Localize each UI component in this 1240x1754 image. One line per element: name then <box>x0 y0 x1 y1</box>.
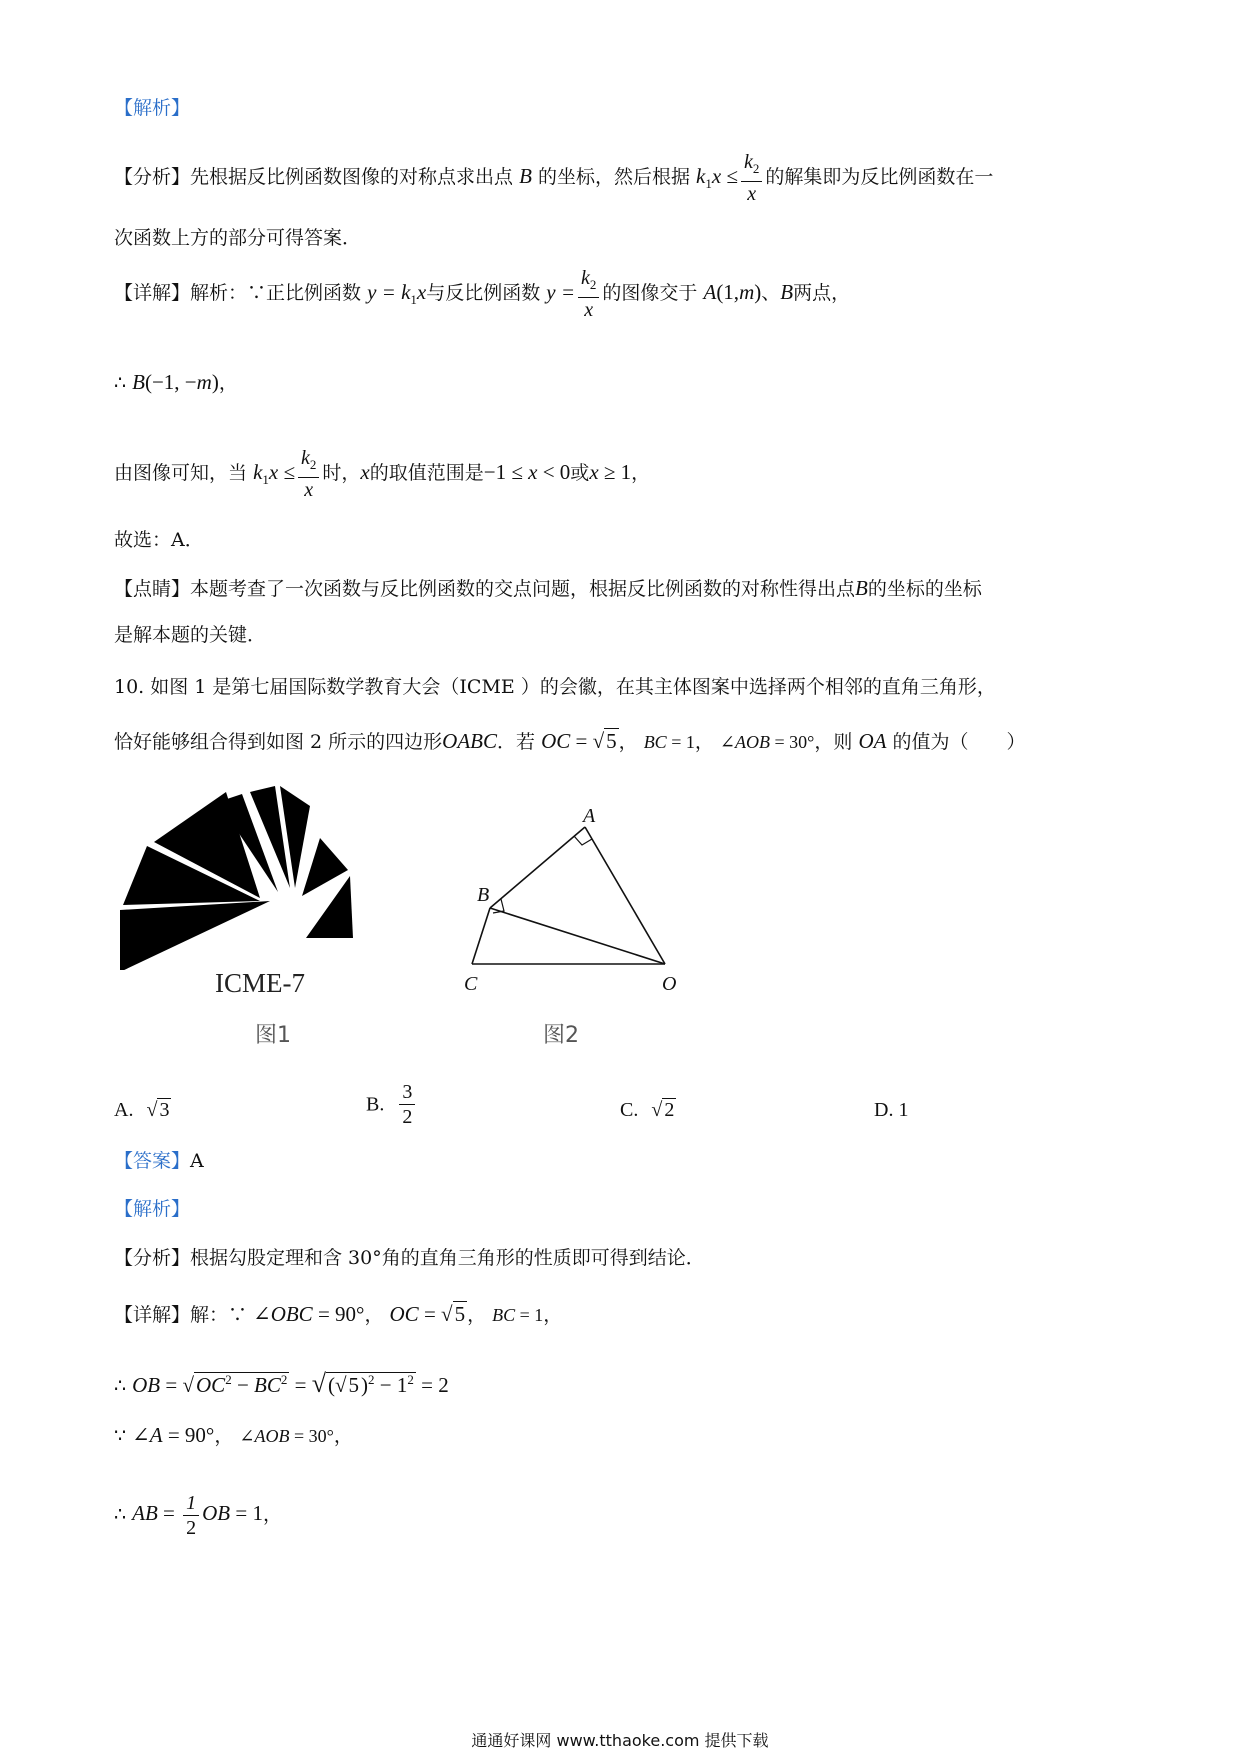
icme7-emblem-figure <box>110 780 400 970</box>
fenxi-tag-2: 【分析】 <box>114 1247 191 1269</box>
point-b-symbol-2: B <box>780 280 794 304</box>
dj-text-c: 是解本题的关键． <box>114 624 267 646</box>
oc-equals-sqrt5-2: OC = √5 <box>389 1302 466 1326</box>
range-line <box>114 446 650 502</box>
answer-value: A <box>190 1150 204 1172</box>
sep-1: ， <box>364 1304 384 1326</box>
option-a-sqrt3: √ 3 <box>146 1099 170 1121</box>
xiangjie-tag-2: 【详解】 <box>114 1304 191 1326</box>
angle-aob-30: ∠AOB = 30° <box>719 732 815 752</box>
jiexi-heading <box>114 93 190 123</box>
range-text-d: 或 <box>570 462 590 484</box>
because-symbol: ∵ <box>114 1425 127 1447</box>
range-interval-2: x ≥ 1 <box>589 460 632 484</box>
fraction-k2-over-x-3: $\frac{k_2}{x}$ <box>298 446 319 502</box>
therefore-b-line <box>114 367 238 398</box>
option-a-label: A. <box>114 1099 134 1121</box>
range-text-b: 时， <box>322 462 361 484</box>
fenxi-text-b: 的坐标，然后根据 <box>537 166 690 188</box>
q10-line-1 <box>114 672 996 702</box>
ab-half-ob-formula: AB = $\frac{1}{2}$ OB = 1 <box>132 1492 263 1539</box>
range-text-e: ， <box>631 462 651 484</box>
fenxi-line-s2 <box>114 1243 705 1273</box>
emblem-triangle-1 <box>120 901 270 970</box>
emblem-triangle-7 <box>302 838 348 896</box>
xiangjie-line-1 <box>114 266 850 322</box>
answer-tag: 【答案】 <box>114 1150 191 1172</box>
sep-3: ， <box>543 1304 563 1326</box>
fenxi-line-1 <box>114 150 993 206</box>
angle-aob-30-2: ∠AOB = 30° <box>239 1426 334 1446</box>
page-footer: 通通好课网 www.tthaoke.com 提供下载 <box>471 1731 769 1750</box>
dianjing-line-1 <box>114 573 982 604</box>
q10-text-2e: ，则 <box>814 731 853 753</box>
fraction-k2-over-x: $\frac{k_2}{x}$ <box>741 150 762 206</box>
segment-ba <box>490 827 585 908</box>
angle-obc-90: ∠OBC = 90° <box>253 1302 365 1326</box>
point-b-symbol-3: B <box>855 576 868 600</box>
angle-a-90: ∠A = 90° <box>132 1423 215 1447</box>
therefore-symbol-3: ∴ <box>114 1503 127 1526</box>
dianjing-tag: 【点睛】 <box>114 578 191 600</box>
var-x: x <box>360 460 370 484</box>
fraction-k2-over-x-2: $\frac{k_2}{x}$ <box>578 266 599 322</box>
segment-bo <box>490 908 665 964</box>
fenxi-line-2 <box>114 223 361 253</box>
option-b-label: B. <box>366 1093 385 1116</box>
xj-text-d: 、 <box>761 282 781 304</box>
q10-text-2b: ．若 <box>497 731 536 753</box>
comma: ， <box>218 372 238 394</box>
segment-ao <box>585 827 665 964</box>
inequality-k1x-2: $k_1x$ ≤ <box>253 460 295 488</box>
end-comma: ， <box>262 1503 282 1526</box>
figure-2-caption: 图2 <box>543 1023 579 1048</box>
option-b-three-halves: $\frac{3}{2}$ <box>399 1080 415 1129</box>
option-c-sqrt2: √ 2 <box>651 1099 675 1121</box>
q10-text-2c: ， <box>618 731 638 753</box>
right-angle-mark-a <box>574 836 592 845</box>
fenxi-text-a: 先根据反比例函数图像的对称点求出点 <box>190 166 514 188</box>
quadrilateral-oabc-figure <box>440 800 700 1000</box>
inequality-k1x: $k_1x$ ≤ <box>696 164 738 192</box>
guxuan-line <box>114 525 204 555</box>
oc-equals-sqrt5: OC = √5 <box>541 729 617 753</box>
point-a-coords: A(1,m) <box>703 280 762 304</box>
answer-line <box>114 1146 204 1176</box>
option-b <box>366 1080 418 1129</box>
xj-text-c: 的图像交于 <box>602 282 698 304</box>
q10-line-2 <box>114 726 1026 757</box>
fenxi-tag: 【分析】 <box>114 166 191 188</box>
xj-text-e: 两点， <box>793 282 851 304</box>
dj-text-a: 本题考查了一次函数与反比例函数的交点问题，根据反比例函数的对称性得出点 <box>190 578 856 600</box>
figure-1-caption: 图1 <box>255 1023 291 1048</box>
range-text-c: 的取值范围是 <box>369 462 484 484</box>
fenxi-text-d: 次函数上方的部分可得答案． <box>114 227 362 249</box>
xj-text-b: 与反比例函数 <box>426 282 541 304</box>
fenxi-text-s2: 根据勾股定理和含 30°角的直角三角形的性质即可得到结论． <box>190 1247 705 1269</box>
q10-text-1: 10. 如图 1 是第七届国际数学教育大会（ICME ）的会徽，在其主体图案中选择两个相邻的直角三角形， <box>114 676 996 698</box>
guxuan-text: 故选：A． <box>114 529 204 551</box>
label-point-b: B <box>477 884 490 906</box>
jiexi-tag: 【解析】 <box>114 97 191 119</box>
label-point-c: C <box>464 973 478 995</box>
q10-text-2a: 恰好能够组合得到如图 2 所示的四边形 <box>114 731 443 753</box>
xj-text-s2: 解：∵ <box>190 1304 248 1326</box>
option-d <box>874 1095 908 1125</box>
segment-bc <box>472 908 490 964</box>
sep-4: ， <box>214 1425 234 1447</box>
point-b-coords: B(−1, −m) <box>132 370 219 394</box>
jiexi-tag-2: 【解析】 <box>114 1198 191 1220</box>
angle-a-line <box>114 1420 353 1451</box>
oa-symbol: OA <box>858 729 887 753</box>
xiangjie-tag: 【详解】 <box>114 282 191 304</box>
xiangjie-line-s2 <box>114 1299 562 1330</box>
bc-equals-1-2: BC = 1 <box>492 1305 544 1325</box>
sep-5: ， <box>333 1425 353 1447</box>
ab-calc-line <box>114 1491 282 1540</box>
therefore-symbol-2: ∴ <box>114 1375 127 1397</box>
dianjing-line-2 <box>114 620 266 650</box>
sep-2: ， <box>467 1304 487 1326</box>
jiexi-heading-2 <box>114 1194 190 1224</box>
fenxi-text-c: 的解集即为反比例函数在一 <box>765 166 994 188</box>
label-point-o: O <box>662 973 677 995</box>
point-b-symbol: B <box>519 164 532 188</box>
option-a <box>114 1095 171 1125</box>
label-point-a: A <box>583 805 596 827</box>
option-c <box>620 1095 676 1125</box>
range-interval-1: −1 ≤ x < 0 <box>483 460 571 484</box>
xj-text-a: 解析：∵正比例函数 <box>190 282 362 304</box>
therefore-symbol: ∴ <box>114 372 127 394</box>
dj-text-b: 的坐标的坐标 <box>867 578 982 600</box>
ob-pythagoras-formula: OB = $√OC^2 - BC^2 = √(√5)^2 - 1^2 = 2$ <box>132 1369 449 1398</box>
quad-oabc: OABC <box>442 729 497 753</box>
formula-y-k1x: $y = k_1x$ <box>367 280 427 308</box>
bc-equals-1: BC = 1 <box>643 732 695 752</box>
icme7-label: ICME-7 <box>215 968 305 998</box>
option-c-label: C. <box>620 1099 639 1121</box>
ob-calc-line <box>114 1365 449 1401</box>
q10-text-2d: ， <box>694 731 714 753</box>
option-d-label: D. 1 <box>874 1099 909 1121</box>
range-text-a: 由图像可知，当 <box>114 462 248 484</box>
q10-text-2f: 的值为（ ） <box>892 731 1026 753</box>
formula-y-eq: y = <box>546 280 576 304</box>
